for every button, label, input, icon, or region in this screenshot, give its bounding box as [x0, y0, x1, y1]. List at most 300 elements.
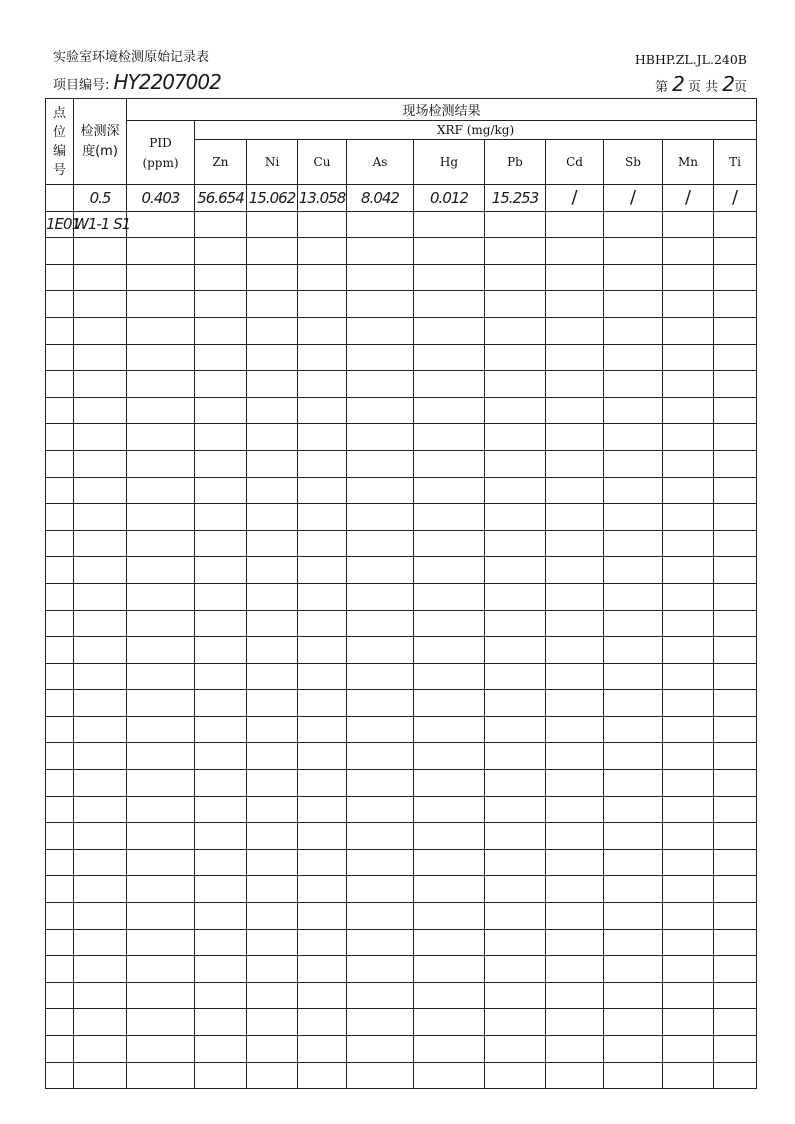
empty-cell: [604, 1036, 663, 1063]
empty-cell: [247, 1062, 298, 1089]
value-cell-ni: 15.062: [247, 185, 298, 212]
empty-cell: [714, 344, 757, 371]
table-row: [46, 690, 757, 717]
empty-cell: [74, 982, 127, 1009]
table-row: [46, 956, 757, 983]
empty-cell: [247, 477, 298, 504]
empty-cell: [46, 716, 74, 743]
empty-cell: [74, 450, 127, 477]
empty-cell: [127, 238, 195, 265]
table-row: [46, 185, 757, 212]
empty-cell: [195, 770, 247, 797]
empty-cell: [485, 450, 546, 477]
empty-cell: [485, 344, 546, 371]
empty-cell: [298, 610, 347, 637]
empty-cell: [546, 743, 604, 770]
empty-cell: [127, 823, 195, 850]
empty-cell: [546, 583, 604, 610]
empty-cell: [663, 450, 714, 477]
empty-cell: [46, 504, 74, 531]
empty-cell: [247, 610, 298, 637]
empty-cell: [347, 397, 414, 424]
empty-cell: [247, 849, 298, 876]
empty-cell: [298, 264, 347, 291]
value-cell-ti: [714, 211, 757, 238]
project-number-label: 项目编号:: [53, 78, 110, 93]
empty-cell: [46, 610, 74, 637]
empty-cell: [347, 530, 414, 557]
table-row: [46, 876, 757, 903]
empty-cell: [604, 530, 663, 557]
empty-cell: [604, 238, 663, 265]
empty-cell: [663, 371, 714, 398]
empty-cell: [414, 317, 485, 344]
empty-cell: [298, 317, 347, 344]
empty-cell: [298, 557, 347, 584]
empty-cell: [604, 583, 663, 610]
empty-cell: [298, 743, 347, 770]
empty-cell: [46, 317, 74, 344]
page-current: 2: [672, 72, 684, 96]
empty-cell: [298, 238, 347, 265]
empty-cell: [74, 264, 127, 291]
empty-cell: [195, 557, 247, 584]
empty-cell: [46, 770, 74, 797]
empty-cell: [663, 716, 714, 743]
empty-cell: [485, 264, 546, 291]
table-row: [46, 317, 757, 344]
empty-cell: [46, 371, 74, 398]
header-right: [635, 48, 747, 96]
table-row: [46, 344, 757, 371]
empty-cell: [298, 849, 347, 876]
empty-cell: [298, 690, 347, 717]
empty-cell: [414, 477, 485, 504]
empty-cell: [485, 291, 546, 318]
empty-cell: [127, 583, 195, 610]
empty-cell: [414, 583, 485, 610]
empty-cell: [347, 583, 414, 610]
empty-cell: [485, 557, 546, 584]
empty-cell: [46, 876, 74, 903]
empty-cell: [298, 929, 347, 956]
table-row: [46, 583, 757, 610]
empty-cell: [195, 238, 247, 265]
empty-cell: [485, 796, 546, 823]
empty-cell: [663, 743, 714, 770]
empty-cell: [663, 876, 714, 903]
empty-cell: [485, 424, 546, 451]
empty-cell: [414, 743, 485, 770]
empty-cell: [347, 1062, 414, 1089]
empty-cell: [298, 291, 347, 318]
empty-cell: [247, 264, 298, 291]
empty-cell: [546, 477, 604, 504]
value-cell-zn: [195, 211, 247, 238]
table-row: [46, 716, 757, 743]
empty-cell: [74, 743, 127, 770]
empty-cell: [604, 663, 663, 690]
empty-cell: [485, 876, 546, 903]
empty-cell: [485, 530, 546, 557]
empty-cell: [604, 876, 663, 903]
empty-cell: [546, 956, 604, 983]
empty-cell: [74, 956, 127, 983]
empty-cell: [714, 903, 757, 930]
empty-cell: [127, 716, 195, 743]
empty-cell: [604, 264, 663, 291]
empty-cell: [127, 663, 195, 690]
project-number-value: HY2207002: [113, 70, 221, 94]
empty-cell: [485, 770, 546, 797]
table-row: [46, 424, 757, 451]
empty-cell: [247, 982, 298, 1009]
empty-cell: [195, 424, 247, 451]
table-row: [46, 291, 757, 318]
empty-cell: [195, 796, 247, 823]
empty-cell: [546, 238, 604, 265]
empty-cell: [127, 504, 195, 531]
value-cell-ni: [247, 211, 298, 238]
empty-cell: [347, 1036, 414, 1063]
empty-cell: [604, 637, 663, 664]
empty-cell: [347, 557, 414, 584]
empty-cell: [46, 663, 74, 690]
empty-cell: [546, 450, 604, 477]
empty-cell: [247, 637, 298, 664]
empty-cell: [604, 291, 663, 318]
empty-cell: [546, 317, 604, 344]
empty-cell: [604, 610, 663, 637]
empty-cell: [485, 477, 546, 504]
empty-cell: [298, 1036, 347, 1063]
value-cell-cu: [298, 211, 347, 238]
empty-cell: [195, 823, 247, 850]
value-cell-cd: [546, 211, 604, 238]
empty-cell: [74, 238, 127, 265]
empty-cell: [714, 982, 757, 1009]
empty-cell: [127, 1036, 195, 1063]
empty-cell: [546, 823, 604, 850]
empty-cell: [663, 982, 714, 1009]
empty-cell: [247, 796, 298, 823]
empty-cell: [347, 291, 414, 318]
empty-cell: [604, 823, 663, 850]
empty-cell: [127, 344, 195, 371]
empty-cell: [298, 663, 347, 690]
empty-cell: [247, 424, 298, 451]
empty-cell: [347, 637, 414, 664]
empty-cell: [604, 557, 663, 584]
empty-cell: [298, 450, 347, 477]
point-id-cell: [46, 185, 74, 212]
empty-cell: [714, 504, 757, 531]
page-suffix: 页: [733, 80, 747, 95]
empty-cell: [714, 557, 757, 584]
empty-cell: [195, 1009, 247, 1036]
empty-cell: [546, 903, 604, 930]
empty-cell: [195, 849, 247, 876]
empty-cell: [247, 823, 298, 850]
empty-cell: [546, 1009, 604, 1036]
empty-cell: [604, 504, 663, 531]
empty-cell: [414, 637, 485, 664]
empty-cell: [74, 610, 127, 637]
empty-cell: [714, 716, 757, 743]
empty-cell: [546, 849, 604, 876]
empty-cell: [195, 397, 247, 424]
empty-cell: [663, 637, 714, 664]
empty-cell: [74, 1036, 127, 1063]
empty-cell: [663, 583, 714, 610]
empty-cell: [74, 690, 127, 717]
empty-cell: [46, 344, 74, 371]
empty-cell: [414, 397, 485, 424]
value-cell-as: [347, 211, 414, 238]
empty-cell: [74, 530, 127, 557]
empty-cell: [714, 424, 757, 451]
empty-cell: [127, 1062, 195, 1089]
header-depth: 检测深度(m): [74, 99, 127, 185]
empty-cell: [485, 637, 546, 664]
pid-cell: [127, 211, 195, 238]
empty-cell: [485, 1036, 546, 1063]
empty-cell: [347, 424, 414, 451]
header-left: [53, 46, 221, 94]
empty-cell: [604, 929, 663, 956]
empty-cell: [347, 929, 414, 956]
table-row: [46, 211, 757, 238]
table-row: [46, 770, 757, 797]
empty-cell: [298, 796, 347, 823]
empty-cell: [247, 530, 298, 557]
header-xrf: XRF (mg/kg): [195, 121, 757, 140]
empty-cell: [127, 317, 195, 344]
empty-cell: [663, 557, 714, 584]
empty-cell: [298, 956, 347, 983]
empty-cell: [347, 743, 414, 770]
empty-cell: [546, 716, 604, 743]
table-row: [46, 796, 757, 823]
empty-cell: [127, 690, 195, 717]
table-row: [46, 557, 757, 584]
empty-cell: [604, 743, 663, 770]
empty-cell: [247, 956, 298, 983]
empty-cell: [46, 557, 74, 584]
empty-cell: [298, 903, 347, 930]
empty-cell: [247, 317, 298, 344]
value-cell-zn: 56.654: [195, 185, 247, 212]
empty-cell: [347, 849, 414, 876]
empty-cell: [74, 823, 127, 850]
empty-cell: [663, 477, 714, 504]
value-cell-mn: [663, 211, 714, 238]
empty-cell: [74, 796, 127, 823]
empty-cell: [414, 849, 485, 876]
value-cell-hg: 0.012: [414, 185, 485, 212]
empty-cell: [127, 770, 195, 797]
empty-cell: [74, 557, 127, 584]
empty-cell: [195, 344, 247, 371]
value-cell-cu: 13.058: [298, 185, 347, 212]
header-element-mn: Mn: [663, 140, 714, 185]
empty-cell: [347, 477, 414, 504]
empty-cell: [347, 876, 414, 903]
empty-cell: [714, 876, 757, 903]
table-row: [46, 637, 757, 664]
empty-cell: [546, 876, 604, 903]
header-element-ni: Ni: [247, 140, 298, 185]
empty-cell: [127, 1009, 195, 1036]
header-element-hg: Hg: [414, 140, 485, 185]
empty-cell: [663, 690, 714, 717]
empty-cell: [46, 929, 74, 956]
empty-cell: [74, 903, 127, 930]
empty-cell: [714, 397, 757, 424]
empty-cell: [46, 264, 74, 291]
empty-cell: [604, 477, 663, 504]
empty-cell: [46, 1009, 74, 1036]
empty-cell: [663, 610, 714, 637]
empty-cell: [604, 424, 663, 451]
empty-cell: [546, 610, 604, 637]
empty-cell: [195, 663, 247, 690]
empty-cell: [298, 982, 347, 1009]
empty-cell: [414, 823, 485, 850]
empty-cell: [714, 317, 757, 344]
value-cell-as: 8.042: [347, 185, 414, 212]
empty-cell: [604, 796, 663, 823]
empty-cell: [195, 743, 247, 770]
empty-cell: [663, 796, 714, 823]
empty-cell: [485, 903, 546, 930]
empty-cell: [247, 929, 298, 956]
empty-cell: [74, 849, 127, 876]
empty-cell: [195, 716, 247, 743]
empty-cell: [247, 557, 298, 584]
empty-cell: [414, 903, 485, 930]
empty-cell: [663, 238, 714, 265]
empty-cell: [485, 716, 546, 743]
value-cell-ti: /: [714, 185, 757, 212]
empty-cell: [485, 371, 546, 398]
empty-cell: [414, 796, 485, 823]
empty-cell: [127, 876, 195, 903]
empty-cell: [74, 504, 127, 531]
empty-cell: [414, 344, 485, 371]
empty-cell: [195, 371, 247, 398]
empty-cell: [46, 424, 74, 451]
table-row: [46, 371, 757, 398]
empty-cell: [127, 371, 195, 398]
header-pid-label: PID: [149, 135, 172, 150]
empty-cell: [485, 982, 546, 1009]
empty-cell: [485, 690, 546, 717]
empty-cell: [414, 610, 485, 637]
empty-cell: [485, 397, 546, 424]
empty-cell: [74, 397, 127, 424]
header-field-results: 现场检测结果: [127, 99, 757, 121]
empty-cell: [347, 344, 414, 371]
empty-cell: [247, 903, 298, 930]
empty-cell: [604, 371, 663, 398]
empty-cell: [195, 876, 247, 903]
empty-cell: [347, 238, 414, 265]
table-row: [46, 1062, 757, 1089]
value-cell-sb: [604, 211, 663, 238]
empty-cell: [663, 770, 714, 797]
empty-cell: [298, 424, 347, 451]
empty-cell: [714, 238, 757, 265]
empty-cell: [714, 663, 757, 690]
header-pid-unit: (ppm): [142, 155, 179, 170]
depth-cell: 0.5: [74, 185, 127, 212]
table-row: [46, 450, 757, 477]
empty-cell: [714, 1062, 757, 1089]
empty-cell: [127, 291, 195, 318]
empty-cell: [127, 743, 195, 770]
empty-cell: [414, 1009, 485, 1036]
empty-cell: [546, 663, 604, 690]
value-cell-pb: [485, 211, 546, 238]
empty-cell: [127, 530, 195, 557]
empty-cell: [74, 291, 127, 318]
empty-cell: [195, 504, 247, 531]
empty-cell: [414, 1062, 485, 1089]
empty-cell: [347, 663, 414, 690]
empty-cell: [546, 637, 604, 664]
empty-cell: [247, 504, 298, 531]
empty-cell: [714, 1009, 757, 1036]
empty-cell: [195, 903, 247, 930]
empty-cell: [195, 1036, 247, 1063]
empty-cell: [195, 477, 247, 504]
empty-cell: [347, 796, 414, 823]
empty-cell: [414, 371, 485, 398]
empty-cell: [485, 849, 546, 876]
empty-cell: [485, 238, 546, 265]
empty-cell: [546, 424, 604, 451]
empty-cell: [127, 956, 195, 983]
empty-cell: [298, 397, 347, 424]
empty-cell: [414, 1036, 485, 1063]
empty-cell: [247, 743, 298, 770]
table-row: [46, 530, 757, 557]
empty-cell: [414, 530, 485, 557]
empty-cell: [414, 690, 485, 717]
project-number-line: [53, 70, 221, 94]
empty-cell: [604, 1009, 663, 1036]
empty-cell: [127, 424, 195, 451]
empty-cell: [347, 956, 414, 983]
empty-cell: [663, 929, 714, 956]
empty-cell: [247, 690, 298, 717]
empty-cell: [298, 371, 347, 398]
empty-cell: [604, 716, 663, 743]
table-row: [46, 504, 757, 531]
record-table-body: [46, 185, 757, 1089]
empty-cell: [46, 743, 74, 770]
empty-cell: [663, 344, 714, 371]
empty-cell: [298, 876, 347, 903]
empty-cell: [485, 956, 546, 983]
empty-cell: [663, 903, 714, 930]
empty-cell: [347, 690, 414, 717]
page-prefix: 第: [654, 80, 668, 95]
empty-cell: [74, 637, 127, 664]
empty-cell: [298, 344, 347, 371]
record-table: [45, 98, 757, 1089]
